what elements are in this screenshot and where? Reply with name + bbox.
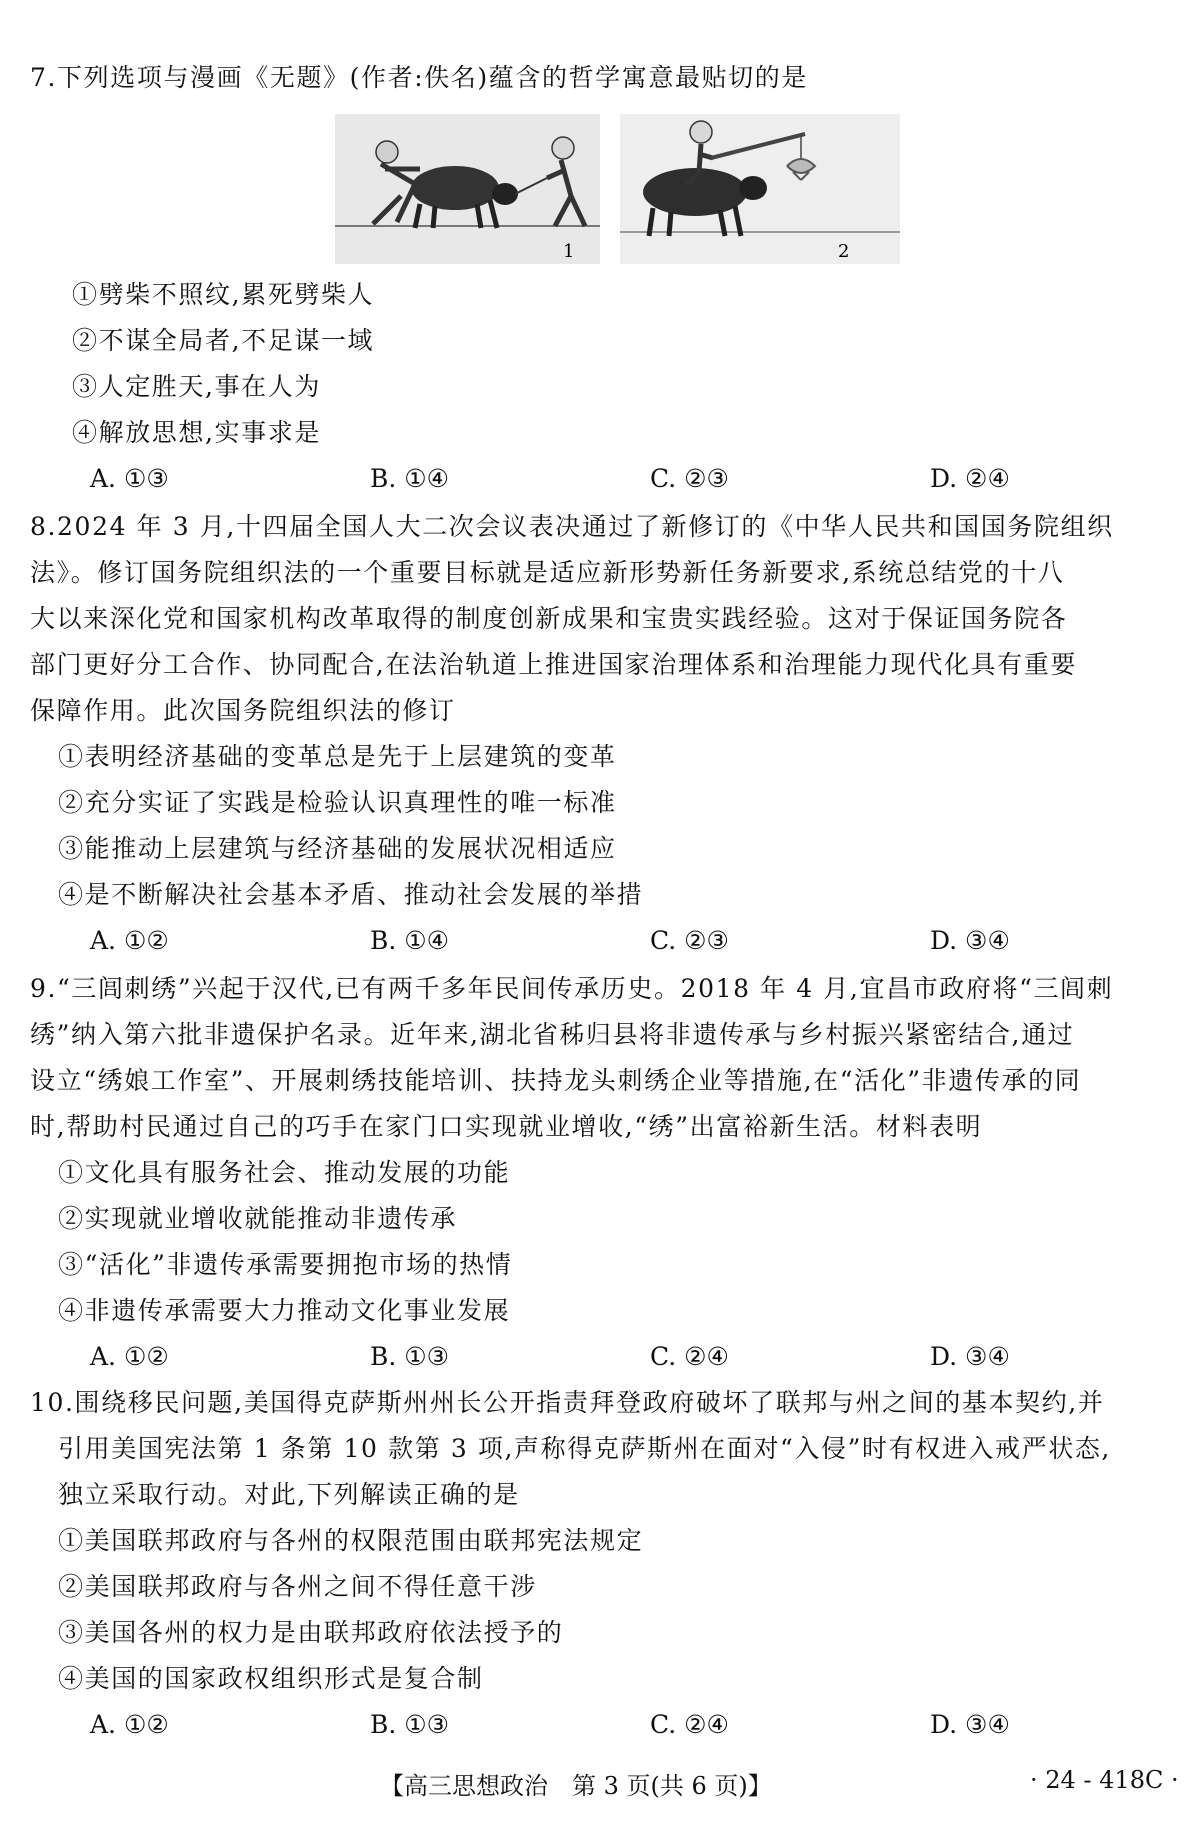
q8-stem-line-4: 部门更好分工合作、协同配合,在法治轨道上推进国家治理体系和治理能力现代化具有重要 — [30, 650, 1077, 679]
q7-choice-d[interactable]: D. ②④ — [930, 464, 1010, 493]
q10-option-4: ④美国的国家政权组织形式是复合制 — [58, 1664, 484, 1693]
panel-label-2: 2 — [838, 241, 850, 262]
q7-choice-c[interactable]: C. ②③ — [650, 464, 729, 493]
q8-choice-b[interactable]: B. ①④ — [370, 926, 450, 955]
cartoon-panel-1 — [335, 114, 600, 264]
q7-option-4: ④解放思想,实事求是 — [72, 418, 321, 447]
q8-stem-line-3: 大以来深化党和国家机构改革取得的制度创新成果和宝贵实践经验。这对于保证国务院各 — [30, 604, 1068, 633]
q8-option-1: ①表明经济基础的变革总是先于上层建筑的变革 — [58, 742, 617, 771]
q9-choice-b[interactable]: B. ①③ — [370, 1342, 450, 1371]
q10-stem-line-3: 独立采取行动。对此,下列解读正确的是 — [58, 1480, 520, 1509]
q10-choice-b[interactable]: B. ①③ — [370, 1710, 450, 1739]
q10-option-1: ①美国联邦政府与各州的权限范围由联邦宪法规定 — [58, 1526, 644, 1555]
q9-stem-line-1: 9.“三闾刺绣”兴起于汉代,已有两千多年民间传承历史。2018 年 4 月,宜昌市政府将“三闾刺 — [30, 974, 1114, 1003]
q10-option-3: ③美国各州的权力是由联邦政府依法授予的 — [58, 1618, 564, 1647]
q9-stem-line-3: 设立“绣娘工作室”、开展刺绣技能培训、扶持龙头刺绣企业等措施,在“活化”非遗传承的同 — [30, 1066, 1082, 1095]
q9-option-3: ③“活化”非遗传承需要拥抱市场的热情 — [58, 1250, 513, 1279]
q9-stem-line-2: 绣”纳入第六批非遗保护名录。近年来,湖北省秭归县将非遗传承与乡村振兴紧密结合,通过 — [30, 1020, 1075, 1049]
q8-stem-line-5: 保障作用。此次国务院组织法的修订 — [30, 696, 456, 725]
q9-option-1: ①文化具有服务社会、推动发展的功能 — [58, 1158, 511, 1187]
page-footer: 【高三思想政治 第 3 页(共 6 页)】 — [380, 1772, 772, 1800]
q8-option-3: ③能推动上层建筑与经济基础的发展状况相适应 — [58, 834, 617, 863]
q9-option-2: ②实现就业增收就能推动非遗传承 — [58, 1204, 458, 1233]
q8-stem-line-1: 8.2024 年 3 月,十四届全国人大二次会议表决通过了新修订的《中华人民共和国国务院组织 — [30, 512, 1114, 541]
q8-option-4: ④是不断解决社会基本矛盾、推动社会发展的举措 — [58, 880, 644, 909]
q7-stem: 7.下列选项与漫画《无题》(作者:佚名)蕴含的哲学寓意最贴切的是 — [30, 63, 808, 92]
q10-choice-d[interactable]: D. ③④ — [930, 1710, 1010, 1739]
q8-choice-d[interactable]: D. ③④ — [930, 926, 1010, 955]
q7-option-1: ①劈柴不照纹,累死劈柴人 — [72, 280, 375, 309]
q7-option-3: ③人定胜天,事在人为 — [72, 372, 321, 401]
q7-choice-b[interactable]: B. ①④ — [370, 464, 450, 493]
q7-choice-a[interactable]: A. ①③ — [90, 464, 169, 493]
q8-choice-a[interactable]: A. ①② — [90, 926, 169, 955]
q9-choice-c[interactable]: C. ②④ — [650, 1342, 729, 1371]
document-code: · 24 - 418C · — [1030, 1766, 1179, 1794]
q8-stem-line-2: 法》。修订国务院组织法的一个重要目标就是适应新形势新任务新要求,系统总结党的十八 — [30, 558, 1065, 587]
q9-choice-a[interactable]: A. ①② — [90, 1342, 169, 1371]
q9-choice-d[interactable]: D. ③④ — [930, 1342, 1010, 1371]
cartoon-panel-2 — [620, 114, 900, 264]
q10-stem-line-2: 引用美国宪法第 1 条第 10 款第 3 项,声称得克萨斯州在面对“入侵”时有权进入戒严状态, — [58, 1434, 1111, 1463]
panel-label-1: 1 — [563, 241, 575, 262]
q9-option-4: ④非遗传承需要大力推动文化事业发展 — [58, 1296, 511, 1325]
q10-choice-a[interactable]: A. ①② — [90, 1710, 169, 1739]
q10-option-2: ②美国联邦政府与各州之间不得任意干涉 — [58, 1572, 537, 1601]
q9-stem-line-4: 时,帮助村民通过自己的巧手在家门口实现就业增收,“绣”出富裕新生活。材料表明 — [30, 1112, 983, 1141]
q8-option-2: ②充分实证了实践是检验认识真理性的唯一标准 — [58, 788, 617, 817]
q10-choice-c[interactable]: C. ②④ — [650, 1710, 729, 1739]
cartoon-figure — [335, 114, 900, 264]
q10-stem-line-1: 10.围绕移民问题,美国得克萨斯州州长公开指责拜登政府破坏了联邦与州之间的基本契约,并 — [30, 1388, 1105, 1417]
q7-option-2: ②不谋全局者,不足谋一域 — [72, 326, 375, 355]
q8-choice-c[interactable]: C. ②③ — [650, 926, 729, 955]
